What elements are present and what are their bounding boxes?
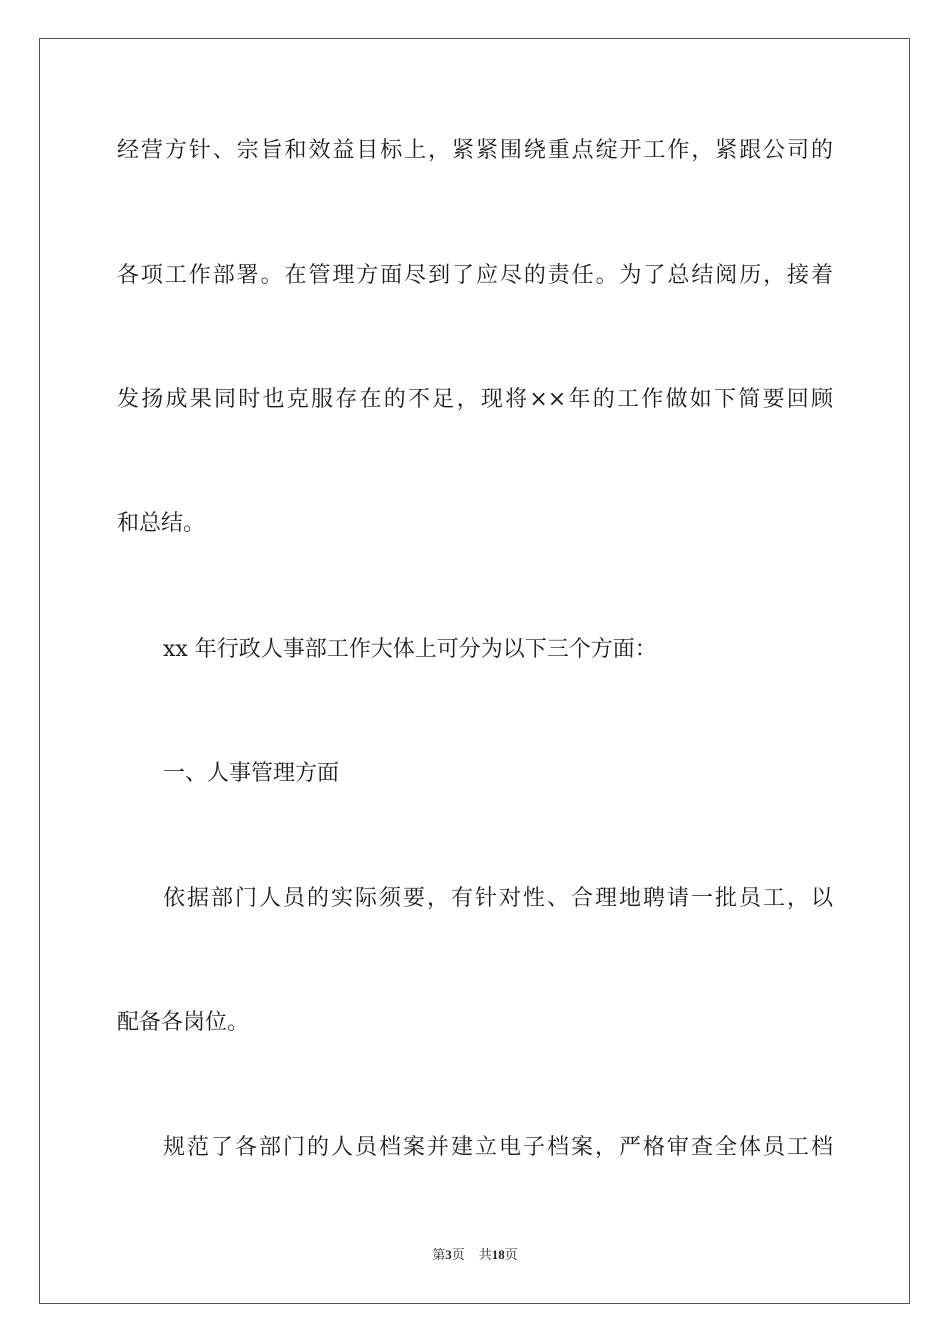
footer-total-suffix: 页 [504,1247,518,1262]
body-line-4: 和总结。 [117,511,206,536]
body-line-1: 经营方针、宗旨和效益目标上，紧紧围绕重点绽开工作，紧跟公司的 [117,138,833,163]
body-line-2: 各项工作部署。在管理方面尽到了应尽的责任。为了总结阅历，接着 [117,263,833,288]
footer-page-number: 3 [445,1247,452,1262]
section-heading: 一、人事管理方面 [163,761,340,786]
body-line-3: 发扬成果同时也克服存在的不足，现将××年的工作做如下简要回顾 [117,387,833,412]
body-line-9: 规范了各部门的人员档案并建立电子档案，严格审查全体员工档 [163,1135,833,1160]
body-line-8: 配备各岗位。 [117,1010,250,1035]
page-footer [0,1246,950,1264]
footer-total-prefix: 共 [478,1247,492,1262]
footer-page-prefix: 第 [432,1247,446,1262]
page-frame [39,38,910,1304]
section-intro-line: xx 年行政人事部工作大体上可分为以下三个方面： [163,637,657,662]
body-line-7: 依据部门人员的实际须要，有针对性、合理地聘请一批员工，以 [163,886,833,911]
footer-total-pages: 18 [491,1247,505,1262]
footer-page-suffix: 页 [451,1247,465,1262]
